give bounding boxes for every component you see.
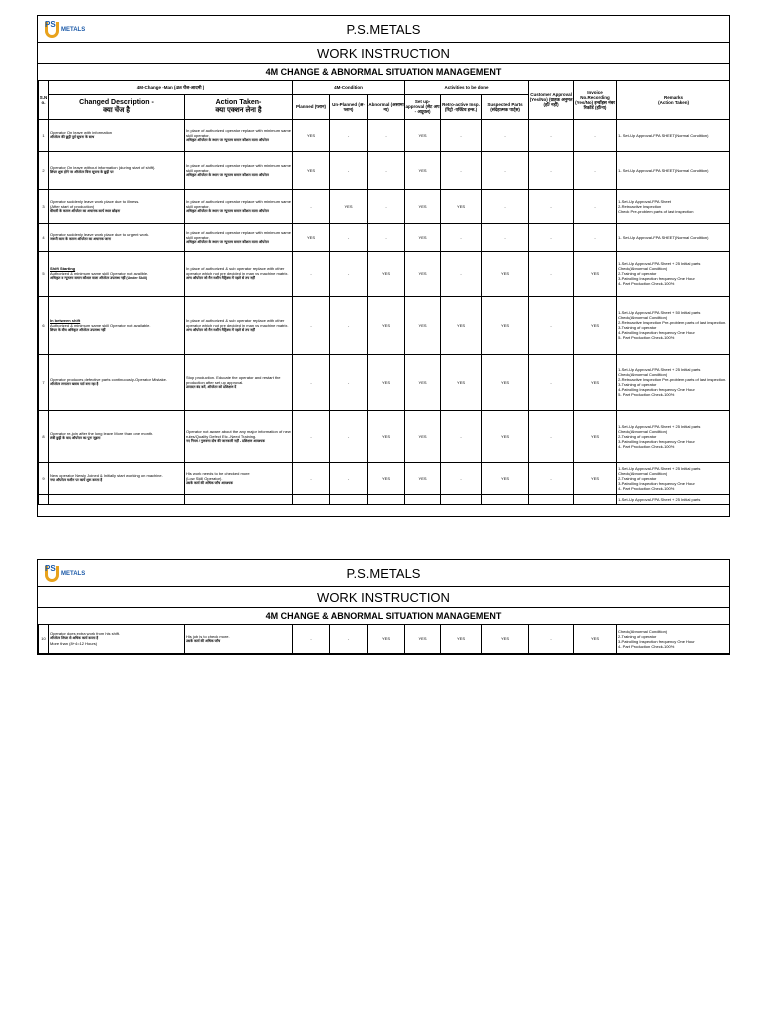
header-company-row — [38, 560, 729, 587]
changed-desc-cell: Operator On leave without information (during start of shift). शिफ्ट शुरू होने पर ऑपरेटर बिना सूचना के छुट्टी पर — [49, 151, 185, 189]
retro-inspection-cell: - — [441, 223, 482, 251]
col-header-setup-approval: Set up- approval (सेट अप - अप्रूवल) — [405, 94, 441, 119]
changed-desc-cell: Operator produces defective parts continuously-Operator Mistake. ऑपरेटर लगातार खराब पार्ट बना रहा है — [49, 354, 185, 410]
action-taken-cell: In place of authorized operator replace with minimum same skill operator. अधिकृत ऑपरेटर के स्थान पर न्यूनतम समान कौशल वाला ऑपरेटर — [185, 223, 293, 251]
header-company-row — [38, 16, 729, 43]
invoice-cell: YES — [574, 462, 617, 494]
sno-cell: 5 — [39, 251, 49, 296]
sno-cell: 2 — [39, 151, 49, 189]
remarks-cell: 1-Set-Up Approval-FPA Sheet + 50 Initial parts Check(Abnormal Condition) 2-Retroactive Inspection Pre-problem parts of last inspection. 3-Training of operator 4-Patrolling Inspection frequency One Hour 5- Part Production Check-100% — [617, 296, 730, 354]
suspected-parts-cell: YES — [482, 251, 529, 296]
abnormal-cell: - — [368, 223, 405, 251]
sno-cell: 1 — [39, 119, 49, 151]
changed-desc-cell: Operator re-join after the long leave More than one month. लंबी छुट्टी के बाद ऑपरेटर का पुनः जुड़ना — [49, 410, 185, 462]
table-row-partial — [39, 494, 731, 504]
retro-inspection-cell: - — [441, 410, 482, 462]
instruction-table — [38, 81, 730, 505]
action-taken-cell: In place of authorized operator replace with minimum same skill operator. अधिकृत ऑपरेटर के स्थान पर न्यूनतम समान कौशल वाला ऑपरेटर — [185, 189, 293, 223]
invoice-cell: - — [574, 189, 617, 223]
col-header-action-taken: Action Taken- क्या एक्शन लेना है — [185, 94, 293, 119]
action-taken-cell: In place of authorized & sub operator replace with other operator which not pre decided in man vs machine matrix. अन्य ऑपरेटर जो मैन मशीन मैट्रिक्स में पहले से तय नहीं — [185, 296, 293, 354]
retro-inspection-cell: YES — [441, 296, 482, 354]
section-title: 4M CHANGE & ABNORMAL SITUATION MANAGEMENT — [38, 64, 729, 81]
instruction-table-continued — [38, 625, 730, 654]
customer-approval-cell: - — [529, 296, 574, 354]
setup-approval-cell: YES — [405, 251, 441, 296]
customer-approval-cell: - — [529, 189, 574, 223]
customer-approval-cell: - — [529, 151, 574, 189]
unplanned-cell: - — [330, 410, 368, 462]
changed-desc-cell: Shift Starting Authorized & minimum same skill Operator not availble. अधिकृत व न्यूनतम समान कौशल वाला ऑपरेटर उपलब्ध नहीं (Under Skill) — [49, 251, 185, 296]
col-header-customer-approval: Customer Approval (Yes/No) (ग्राहक अनुमत (हाँ/ नहीं) — [529, 81, 574, 119]
table-row — [39, 625, 731, 653]
suspected-parts-cell: - — [482, 151, 529, 189]
col-header-sno: S.N o. — [39, 81, 49, 119]
remarks-cell: 1-Set-Up Approval-FPA Sheet + 25 Initial parts Check(Abnormal Condition) 2-Training of operator 3-Patrolling Inspection frequency One Hour 4- Part Production Check-100% — [617, 410, 730, 462]
col-header-planned: Planned (प्लान) — [293, 94, 330, 119]
setup-approval-cell: YES — [405, 151, 441, 189]
remarks-cell: 1-Set-Up Approval-FPA Sheet + 25 Initial parts Check(Abnormal Condition) 2-Training of operator 3-Patrolling Inspection frequency One Hour 4- Part Production Check-100% — [617, 462, 730, 494]
sno-cell: 4 — [39, 223, 49, 251]
abnormal-cell: YES — [368, 251, 405, 296]
col-header-invoice: Invoice No.Recording (Yes/No) इन्वॉइस नंबर रिकॉर्ड (हाँ/ना) — [574, 81, 617, 119]
unplanned-cell: - — [330, 223, 368, 251]
unplanned-cell: - — [330, 151, 368, 189]
suspected-parts-cell: - — [482, 223, 529, 251]
action-taken-cell: In place of authorized operator replace with minimum same skill operator. अधिकृत ऑपरेटर के स्थान पर न्यूनतम समान कौशल वाला ऑपरेटर — [185, 151, 293, 189]
suspected-parts-cell: YES — [482, 625, 529, 653]
planned-cell: - — [293, 410, 330, 462]
customer-approval-cell: - — [529, 354, 574, 410]
col-group-activities: Activities to be done — [405, 81, 529, 94]
retro-inspection-cell: - — [441, 251, 482, 296]
action-taken-cell: His job is to check more. उसके कार्य की अधिक जाँच — [185, 625, 293, 653]
abnormal-cell: - — [368, 189, 405, 223]
abnormal-cell: YES — [368, 296, 405, 354]
table-row — [39, 410, 731, 462]
doc-title: WORK INSTRUCTION — [38, 587, 729, 608]
col-header-unplanned: Un-Planned (अ-प्लान) — [330, 94, 368, 119]
invoice-cell: YES — [574, 354, 617, 410]
remarks-cell: 1-Set-Up Approval-FPA Sheet + 25 Initial parts Check(Abnormal Condition) 2-Training of operator 3-Patrolling Inspection frequency One Hour 4- Part Production Check-100% — [617, 251, 730, 296]
suspected-parts-cell: - — [482, 119, 529, 151]
planned-cell: - — [293, 296, 330, 354]
action-taken-cell: In place of authorized operator replace with minimum same skill operator. अधिकृत ऑपरेटर के स्थान पर न्यूनतम समान कौशल वाला ऑपरेटर — [185, 119, 293, 151]
col-header-changed-desc: Changed Description - क्या चेंज है — [49, 94, 185, 119]
invoice-cell: YES — [574, 296, 617, 354]
setup-approval-cell: YES — [405, 119, 441, 151]
suspected-parts-cell: YES — [482, 462, 529, 494]
invoice-cell: - — [574, 151, 617, 189]
table-row — [39, 223, 731, 251]
planned-cell: - — [293, 189, 330, 223]
table-row — [39, 251, 731, 296]
col-group-change: 4M-Change -Man (4M चेंज-आदमी ) — [49, 81, 293, 94]
sno-cell: 6 — [39, 296, 49, 354]
unplanned-cell: - — [330, 354, 368, 410]
customer-approval-cell: - — [529, 410, 574, 462]
invoice-cell: - — [574, 119, 617, 151]
sno-cell: 3 — [39, 189, 49, 223]
company-name: P.S.METALS — [346, 566, 421, 581]
sno-cell: 9 — [39, 462, 49, 494]
company-logo: PS METALS — [44, 564, 85, 584]
planned-cell: - — [293, 462, 330, 494]
company-name: P.S.METALS — [346, 22, 421, 37]
unplanned-cell: - — [330, 462, 368, 494]
changed-desc-cell: New operator Newly Joined & Initially start working on machine. नया ऑपरेटर मशीन पर कार्य शुरू करता है — [49, 462, 185, 494]
remarks-cell: Check(Abnormal Condition) 2-Training of operator 3-Patrolling Inspection frequency One Hour 4- Part Production Check-100% — [617, 625, 731, 653]
suspected-parts-cell: YES — [482, 410, 529, 462]
planned-cell: YES — [293, 223, 330, 251]
retro-inspection-cell: - — [441, 119, 482, 151]
remarks-cell: 1- Set-Up Approval-FPA SHEET(Normal Condition) — [617, 119, 730, 151]
retro-inspection-cell: YES — [441, 189, 482, 223]
setup-approval-cell: YES — [405, 625, 441, 653]
planned-cell: - — [293, 625, 330, 653]
changed-desc-cell: Operator On leave with information ऑपरेटर की छुट्टी पूर्व सूचना के साथ — [49, 119, 185, 151]
customer-approval-cell: - — [529, 119, 574, 151]
sno-cell: 7 — [39, 354, 49, 410]
remarks-cell: 1- Set-Up Approval-FPA SHEET(Normal Condition) — [617, 223, 730, 251]
col-group-condition: 4M-Condition — [293, 81, 405, 94]
company-logo: PS METALS — [44, 20, 85, 40]
unplanned-cell: - — [330, 251, 368, 296]
remarks-cell: 1-Set-Up Approval-FPA Sheet + 25 Initial parts — [617, 494, 730, 504]
action-taken-cell: In place of authorized & sub operator replace with other operator which not pre decided in man vs machine matrix. अन्य ऑपरेटर जो मैन मशीन मैट्रिक्स में पहले से तय नहीं — [185, 251, 293, 296]
planned-cell: YES — [293, 151, 330, 189]
setup-approval-cell: YES — [405, 410, 441, 462]
setup-approval-cell: YES — [405, 296, 441, 354]
changed-desc-cell: In between shift Authorized & minimum same skill Operator not available. शिफ्ट के बीच अधिकृत ऑपरेटर उपलब्ध नहीं — [49, 296, 185, 354]
suspected-parts-cell: - — [482, 189, 529, 223]
customer-approval-cell: - — [529, 223, 574, 251]
section-title: 4M CHANGE & ABNORMAL SITUATION MANAGEMENT — [38, 608, 729, 625]
sheet-page-2 — [37, 559, 730, 655]
invoice-cell: YES — [574, 625, 617, 653]
changed-desc-cell: Operator does extra work from his shift. ऑपरेटर शिफ्ट से अधिक कार्य करता है More than (8+4=12 Hours) — [49, 625, 185, 653]
logo-icon: PS — [44, 20, 60, 40]
unplanned-cell: YES — [330, 189, 368, 223]
abnormal-cell: - — [368, 151, 405, 189]
table-row — [39, 119, 731, 151]
table-row — [39, 462, 731, 494]
abnormal-cell: YES — [368, 462, 405, 494]
sheet-page-1 — [37, 15, 730, 517]
setup-approval-cell: YES — [405, 223, 441, 251]
retro-inspection-cell: - — [441, 462, 482, 494]
action-taken-cell: His work needs to be checked more (Low Skill Operator). उसके कार्य की अधिक जाँच आवश्यक — [185, 462, 293, 494]
unplanned-cell: - — [330, 625, 368, 653]
customer-approval-cell: - — [529, 251, 574, 296]
col-header-remarks: Remarks (Action Taken) — [617, 81, 730, 119]
col-header-retro-inspection: Retro-active Insp. (रिट्रो -एक्टिव इन्स.) — [441, 94, 482, 119]
customer-approval-cell: - — [529, 625, 574, 653]
invoice-cell: YES — [574, 251, 617, 296]
abnormal-cell: YES — [368, 354, 405, 410]
setup-approval-cell: YES — [405, 354, 441, 410]
planned-cell: - — [293, 354, 330, 410]
table-row — [39, 354, 731, 410]
changed-desc-cell: Operator suddenly leave work place due to urgent work. जरूरी काम के कारण ऑपरेटर का अचानक जाना — [49, 223, 185, 251]
setup-approval-cell: YES — [405, 462, 441, 494]
retro-inspection-cell: YES — [441, 625, 482, 653]
setup-approval-cell: YES — [405, 189, 441, 223]
abnormal-cell: YES — [368, 410, 405, 462]
action-taken-cell: Operator not aware about the any major information of new rules/Quality Defect Etc.-Need Training. नए नियम / गुणवत्ता दोष की जानकारी नहीं - प्रशिक्षण आवश्यक — [185, 410, 293, 462]
col-header-suspected-parts: Suspected Parts (संदेहात्मक पार्ट्स) — [482, 94, 529, 119]
changed-desc-cell: Operator suddenly leave work place due to illness. (After start of production) बीमारी के कारण ऑपरेटर का अचानक कार्य स्थल छोड़ना — [49, 189, 185, 223]
invoice-cell: - — [574, 223, 617, 251]
abnormal-cell: - — [368, 119, 405, 151]
unplanned-cell: - — [330, 296, 368, 354]
sno-cell: 8 — [39, 410, 49, 462]
doc-title: WORK INSTRUCTION — [38, 43, 729, 64]
planned-cell: YES — [293, 119, 330, 151]
customer-approval-cell: - — [529, 462, 574, 494]
sno-cell: 10 — [39, 625, 49, 653]
retro-inspection-cell: YES — [441, 354, 482, 410]
table-row — [39, 189, 731, 223]
retro-inspection-cell: - — [441, 151, 482, 189]
unplanned-cell: - — [330, 119, 368, 151]
logo-icon: PS — [44, 564, 60, 584]
remarks-cell: 1-Set-Up Approval-FPA Sheet + 25 Initial parts Check(Abnormal Condition) 2-Retroactive Inspection Pre-problem parts of last inspection. 3-Training of operator 4-Patrolling Inspection frequency One Hour 5- Part Production Check-100% — [617, 354, 730, 410]
remarks-cell: 1- Set-Up Approval-FPA SHEET(Normal Condition) — [617, 151, 730, 189]
invoice-cell: YES — [574, 410, 617, 462]
remarks-cell: 1-Set-Up Approval-FPA Sheet 2-Retroactive Inspection Check Pre-problem parts of last inspection — [617, 189, 730, 223]
planned-cell: - — [293, 251, 330, 296]
abnormal-cell: YES — [368, 625, 405, 653]
table-row — [39, 151, 731, 189]
table-row — [39, 296, 731, 354]
action-taken-cell: Stop production. Educate the operator and restart the production after set up approval. उत्पादन बंद करें, ऑपरेटर को प्रशिक्षण दें — [185, 354, 293, 410]
suspected-parts-cell: YES — [482, 296, 529, 354]
col-header-abnormal: Abnormal (असामा न्य) — [368, 94, 405, 119]
suspected-parts-cell: YES — [482, 354, 529, 410]
